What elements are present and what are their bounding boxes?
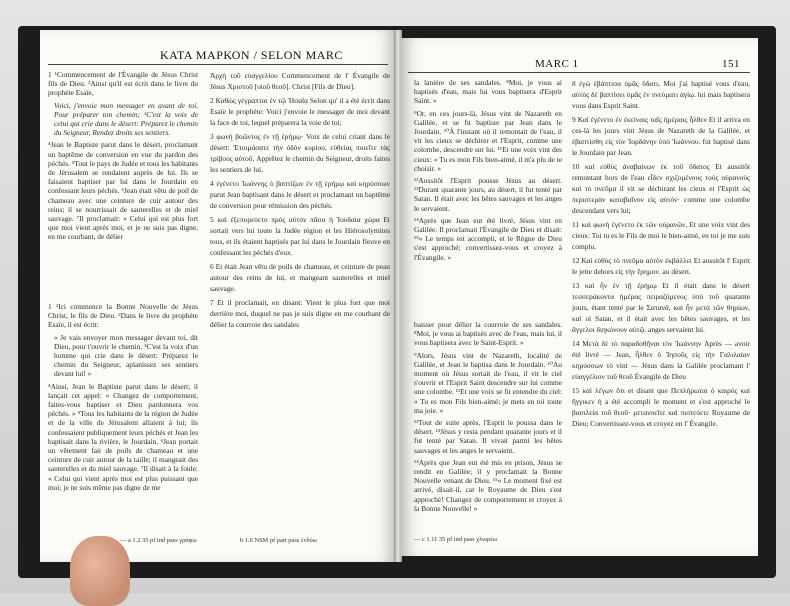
left-head-rule xyxy=(48,64,388,65)
verse: 14 Μετὰ δὲ τὸ παραδοθῆναι τὸν Ἰωάννην Après — avoir été livré — Jean, ἦλθεν ὁ Ἰησοῦς εἰς τὴν Γαλιλαίαν κηρύσσων τὸ vint — Jésus dans la Galilée proclamant l' εὐαγγέλιον τοῦ θεοῦ Évangile de Dieu xyxy=(572,339,750,381)
paragraph: Voici, j'envoie mon messager en avant de toi, Pour préparer ton chemin; ³C'est la voix de celui qui crie dans le désert: Préparez le chemin du Seigneur, Rendez droits ses sentiers. xyxy=(54,100,198,138)
right-head-rule xyxy=(408,72,750,73)
paragraph: « Je vais envoyer mon messager devant toi, dit Dieu, pour t'ouvrir le chemin. ³C'est la voix d'un homme qui crie dans le désert: Préparez le chemin du Seigneur, aplanissez ses sentiers devant lui! » xyxy=(54,332,198,379)
left-footnote-a: — a 1.2 35 pf ind pass γράφω xyxy=(120,537,197,544)
paragraph: 1 ¹Ici commence la Bonne Nouvelle de Jésus Christ, le fils de Dieu. ²Dans le livre du prophète Esaïe, il est écrit: xyxy=(48,302,198,330)
verse: 13 καὶ ἦν ἐν τῇ ἐρήμῳ Et il était dans le désert τεσσεράκοντα ἡμέρας πειραζόμενος ὑπὸ τοῦ quarante jours, étant tenté par le Σατανᾶ, καὶ ἦν μετὰ τῶν θηρίων, καὶ οἱ Satan, et il était avec les bêtes sauvages, et les ἄγγελοι διηκόνουν αὐτῷ. anges servaient lui. xyxy=(572,281,750,334)
verse: 2 Καθὼς γέγραπται ἐν τῷ Ἠσαΐᾳ Selon qu' il a été écrit dans Esaïe le prophète: Voici j'envoie le messager de moi devant la face de toi, lequel préparera la voie de toi; xyxy=(210,96,390,127)
right-page xyxy=(400,38,758,556)
verse: 5 καὶ ἐξεπορεύετο πρὸς αὐτὸν πᾶσα ἡ Ἰουδαία χώρα Et sortait vers lui toute la Judée région et les Hiérosolymites tous, et ils étaient baptisés par lui dans le Jourdain fleuve en confessant les péchés d'eux. xyxy=(210,215,390,257)
page-number: 151 xyxy=(722,58,740,70)
paragraph: baisser pour délier la courroie de ses sandales. ⁸Moi, je vous ai baptisés avec de l'eau, mais lui, il vous baptisera avec le Saint-Esprit. » xyxy=(414,320,562,348)
left-running-head: ΚΑΤΑ ΜΑΡΚΟΝ / SELON MARC xyxy=(160,48,343,62)
verse: 7 Et il proclamait, en disant: Vient le plus fort que moi derrière moi, duquel ne pas je suis digne en me courbant de délier la courroie des sandales xyxy=(210,298,390,329)
right-footnote: — c 1.11 35 pf ind pass χλιορέω xyxy=(414,536,498,543)
right-running-head: MARC 1 xyxy=(535,58,579,70)
left-footnote-b: b 1.6 NSM pf part pass ἐνδύω xyxy=(240,537,317,544)
paragraph: ¹⁴Après que Jean eut été mis en prison, Jésus se rendit en Galilée; il y proclamait la Bonne Nouvelle venant de Dieu. ¹⁵« Le moment fixé est arrivé, disait-il, car le Royaume de Dieu s'est approché! Changez de comportement et croyez à la Bonne Nouvelle! » xyxy=(414,457,562,513)
verse: 11 καὶ φωνὴ ἐγένετο ἐκ τῶν οὐρανῶν, Et une voix vint des cieux: Toi tu es le Fils de moi le bien-aimé, en toi je me suis complu. xyxy=(572,220,750,251)
paragraph: la lanière de ses sandales. ⁸Moi, je vous ai baptisés d'eau, mais lui vous baptisera d'Esprit Saint. » xyxy=(414,78,562,106)
right-french-column-bottom xyxy=(414,320,562,532)
paragraph: ⁴Ainsi, Jean le Baptiste parut dans le désert; il lançait cet appel: « Changez de comportement, faites-vous baptiser et Dieu pardonnera vos péchés. » ⁵Tous les habitants de la région de Judée et de la ville de Jérusalem allaient à lui; ils confessaient publiquement leurs péchés et Jean les baptisait dans la rivière, le Jourdain. ⁶Jean portait un vêtement fait de poils de chameau et une ceinture de cuir autour de la taille; il mangeait des sauterelles et du miel sauvage. ⁷Il disait à la foule: « Celui qui vient après moi est plus puissant que moi; je ne suis même pas digne de me xyxy=(48,381,198,492)
right-interlinear-column xyxy=(572,78,750,538)
verse: 15 καὶ λέγων ὅτι et disant que Πεπλήρωται ὁ καιρὸς καὶ ἤγγικεν ἡ a été accompli le moment et s'est approché le βασιλεία τοῦ θεοῦ· μετανοεῖτε καὶ πιστεύετε Royaume de Dieu; Convertissez-vous et croyez en l' Évangile. xyxy=(572,386,750,428)
verse: 12 Καὶ εὐθὺς τὸ πνεῦμα αὐτὸν ἐκβάλλει Et aussitôt l' Esprit le jette dehors εἰς τὴν ἔρημον. au désert. xyxy=(572,256,750,276)
verse: 9 Καὶ ἐγένετο ἐν ἐκείναις ταῖς ἡμέραις ἦλθεν Et il arriva en ces-là les jours vint Jésus de Nazareth de la Galilée, et ἐβαπτίσθη εἰς τὸν Ἰορδάνην ὑπὸ Ἰωάννου. fut baptisé dans le Jourdain par Jean. xyxy=(572,115,750,157)
left-french-column-top xyxy=(48,70,198,285)
verse: Ἀρχὴ τοῦ εὐαγγελίου Commencement de l' Évangile de Jésus Χριστοῦ [υἱοῦ θεοῦ]. Christ [Fils de Dieu]. xyxy=(210,71,390,91)
verse: 10 καὶ εὐθὺς ἀναβαίνων ἐκ τοῦ ὕδατος Et aussitôt remontant hors de l'eau εἶδεν σχιζομένους τοὺς οὐρανοὺς καὶ τὸ πνεῦμα il vit se déchirant les cieux et l'Esprit ὡς περιστερὰν καταβαῖνον εἰς αὐτόν· comme une colombe descendant vers lui; xyxy=(572,162,750,215)
verse: 4 ἐγένετο Ἰωάννης ὁ βαπτίζων ἐν τῇ ἐρήμῳ καὶ κηρύσσων parut Jean baptisant dans le désert et proclamant un baptême de conversion pour rémission des péchés. xyxy=(210,179,390,210)
paragraph: 1 ¹Commencement de l'Évangile de Jésus Christ fils de Dieu. ²Ainsi qu'il est écrit dans le livre du prophète Esaïe, xyxy=(48,70,198,98)
paragraph: ¹²Aussitôt l'Esprit pousse Jésus au désert. ¹³Durant quarante jours, au désert, il fut tenté par Satan. Il était avec les bêtes sauvages et les anges le servaient. xyxy=(414,176,562,213)
verse: 3 φωνὴ βοῶντος ἐν τῇ ἐρήμῳ· Voix de celui criant dans le désert: Ἑτοιμάσατε τὴν ὁδὸν κυρίου, εὐθείας ποιεῖτε τὰς τρίβους αὐτοῦ, Apprêtez le chemin du Seigneur, droits faites les sentiers de lui, xyxy=(210,132,390,174)
left-french-column-bottom xyxy=(48,302,198,534)
verse: 6 Et était Jean vêtu de poils de chameau, et ceinture de peau autour des reins de lui, et mangeant sauterelles et miel sauvage. xyxy=(210,262,390,293)
paragraph: ⁴Jean le Baptiste parut dans le désert, proclamant un baptême de conversion en vue du pardon des péchés. ⁵Tout le pays de Judée et tous les habitants de Jérusalem se rendaient auprès de lui. Ils se faisaient baptiser par lui dans le Jourdain en confessant leurs péchés. ⁶Jean était vêtu de poil de chameau avec une ceinture de cuir autour des reins; il se nourrissait de sauterelles et de miel sauvage. ⁷Il proclamait: « Celui qui est plus fort que moi vient après moi, et je ne suis pas digne, en me courbant, de délier xyxy=(48,140,198,242)
paragraph: ⁹Or, en ces jours-là, Jésus vint de Nazareth en Galilée, et se fit baptiser par Jean dans le Jourdain. ¹⁰À l'instant où il remontait de l'eau, il vit les cieux se déchirer et l'Esprit, comme une colombe, descendre sur lui. ¹¹Et une voix vint des cieux: « Tu es mon Fils bien-aimé, il m'a plu de te choisir. » xyxy=(414,108,562,173)
paragraph: ¹⁴Après que Jean eut été livré, Jésus vint en Galilée. Il proclamait l'Évangile de Dieu et disait: ¹⁵« Le temps est accompli, et le Règne de Dieu s'est approché; convertissez-vous et croyez à l'Évangile. » xyxy=(414,215,562,262)
paragraph: ⁹Alors, Jésus vint de Nazareth, localité de Galilée, et Jean le baptisa dans le Jourdain. ¹⁰Au moment où Jésus sortait de l'eau, il vit le ciel s'ouvrir et l'Esprit Saint descendre sur lui comme une colombe. ¹¹Et une voix se fit entendre du ciel: « Tu es mon Fils bien-aimé; je mets en toi toute ma joie. » xyxy=(414,350,562,415)
left-page xyxy=(40,30,396,562)
left-interlinear-column xyxy=(210,70,390,534)
verse: 8 ἐγὼ ἐβάπτισα ὑμᾶς ὕδατι, Moi j'ai baptisé vous d'eau, αὐτὸς δὲ βαπτίσει ὑμᾶς ἐν πνεύματι ἁγίῳ. lui mais baptisera vous dans Esprit Saint. xyxy=(572,79,750,110)
paragraph: ¹²Tout de suite après, l'Esprit le poussa dans le désert. ¹³Jésus y resta pendant quarante jours et il fut tenté par Satan. Il vivait parmi les bêtes sauvages et les anges le servaient. xyxy=(414,418,562,455)
thumb-holding-page xyxy=(70,536,130,606)
right-french-column-top xyxy=(414,78,562,310)
